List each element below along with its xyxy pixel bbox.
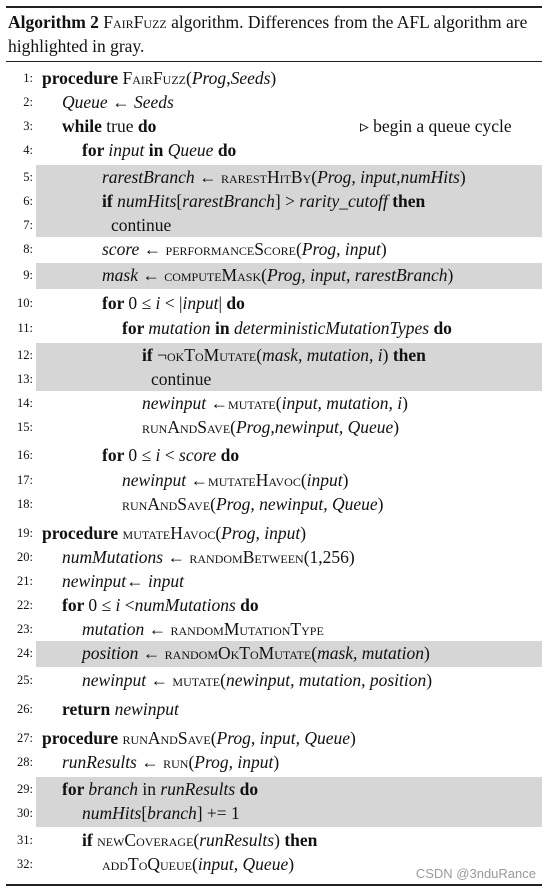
line-code <box>82 617 324 641</box>
line-number: 4: <box>23 143 33 157</box>
algorithm-line <box>0 593 548 617</box>
code-token: continue <box>151 369 212 389</box>
line-number: 14: <box>17 396 33 410</box>
code-token: ] > <box>274 191 300 211</box>
line-number: 27: <box>17 731 33 745</box>
code-token: ← <box>186 470 209 490</box>
code-token: numHits <box>82 803 142 823</box>
code-token: return <box>62 699 115 719</box>
algorithm-line <box>0 114 548 138</box>
code-token: computeMask <box>164 265 262 285</box>
code-token: ¬ <box>157 345 167 365</box>
code-token: ← <box>146 670 173 690</box>
code-token: ( <box>188 752 195 772</box>
code-token: branch <box>147 803 197 823</box>
algorithm-line <box>0 90 548 114</box>
code-token: ( <box>311 167 318 187</box>
code-token: okToMutate <box>166 345 257 365</box>
code-token: while <box>62 116 107 136</box>
code-token: ( <box>230 417 236 437</box>
code-token: Prog, input, rarestBranch <box>266 265 448 285</box>
code-token: do <box>235 779 259 799</box>
line-number: 32: <box>17 857 33 871</box>
code-token: if <box>102 191 118 211</box>
code-token: randomOkToMutate <box>164 643 312 663</box>
line-code <box>102 189 425 213</box>
code-token: in <box>137 779 161 799</box>
code-token: deterministicMutationTypes <box>234 318 430 338</box>
line-number: 16: <box>17 448 33 462</box>
code-token: then <box>387 191 426 211</box>
line-code <box>82 828 317 852</box>
algorithm-line <box>0 801 548 825</box>
line-code <box>62 569 184 593</box>
algorithm-line <box>0 415 548 439</box>
line-number: 19: <box>17 526 33 540</box>
algorithm-line <box>0 263 548 287</box>
code-token: ( <box>210 728 217 748</box>
line-code <box>82 138 236 162</box>
code-token: ( <box>220 670 226 690</box>
algorithm-line <box>0 367 548 391</box>
code-token: Prog, newinput, Queue <box>215 494 378 514</box>
code-token: mutation <box>148 318 211 338</box>
watermark: CSDN @3nduRance <box>415 866 536 881</box>
code-token: do <box>235 595 259 615</box>
code-token: ( <box>210 494 216 514</box>
code-token: do <box>213 140 237 160</box>
code-token: input <box>108 140 145 160</box>
line-number: 18: <box>17 497 33 511</box>
code-token: Seeds <box>133 92 174 112</box>
algorithm-line <box>0 521 548 545</box>
algorithm-line <box>0 777 548 801</box>
code-token: do <box>216 445 240 465</box>
line-number: 11: <box>17 321 33 335</box>
code-token: , <box>226 68 231 88</box>
code-token: rarity_cutoff <box>299 191 388 211</box>
line-number: 26: <box>17 702 33 716</box>
line-code <box>102 263 453 287</box>
algorithm-line <box>0 697 548 721</box>
code-token: ( <box>186 68 192 88</box>
code-token: Prog, input <box>221 523 301 543</box>
code-token: ← <box>107 92 134 112</box>
algorithm-line <box>0 237 548 261</box>
algorithm-line <box>0 316 548 340</box>
code-token: mutateHavoc <box>122 523 216 543</box>
code-token: Prog, input,numHits <box>317 167 460 187</box>
code-token: numMutations <box>134 595 236 615</box>
code-token: rarestBranch <box>182 191 275 211</box>
code-token: addToQueue <box>102 854 192 874</box>
code-token: Prog, input, Queue <box>216 728 351 748</box>
algorithm-line <box>0 668 548 692</box>
code-token: Seeds <box>230 68 271 88</box>
line-code <box>102 443 239 467</box>
code-token: newinput <box>62 571 127 591</box>
code-token: ) <box>288 854 295 874</box>
code-token: ) <box>426 670 433 690</box>
bottom-rule <box>6 884 542 886</box>
caption-algorithm-name: FairFuzz <box>103 12 167 32</box>
code-token: do <box>137 116 157 136</box>
code-token: continue <box>111 215 172 235</box>
code-token: mask, mutation, i <box>262 345 383 365</box>
code-token: if <box>142 345 158 365</box>
line-code <box>42 726 356 750</box>
code-token: ← <box>206 393 229 413</box>
code-token: performanceScore <box>165 239 296 259</box>
code-token: ) <box>342 470 349 490</box>
algorithm-line <box>0 165 548 189</box>
code-token: ( <box>191 854 198 874</box>
code-token: 0 ≤ <box>88 595 116 615</box>
code-token: ) <box>380 239 387 259</box>
line-number: 8: <box>23 242 33 256</box>
line-number: 7: <box>23 218 33 232</box>
line-code <box>82 801 240 825</box>
code-token: Queue <box>62 92 108 112</box>
line-code <box>42 521 306 545</box>
code-token: for <box>62 779 89 799</box>
code-token: ) <box>350 728 356 748</box>
code-token: in <box>144 140 168 160</box>
code-token: newinput <box>122 470 187 490</box>
caption-text: algorithm. Differences from the AFL algorithm are highlighted in gray. <box>8 12 528 56</box>
code-token: for <box>102 445 129 465</box>
algorithm-line <box>0 443 548 467</box>
code-token: then <box>392 345 426 365</box>
code-token: 0 ≤ <box>128 445 156 465</box>
code-token: position <box>82 643 139 663</box>
code-token: ( <box>256 345 263 365</box>
code-token: newinput <box>82 670 147 690</box>
code-token: procedure <box>42 68 123 88</box>
algorithm-line <box>0 828 548 852</box>
code-token: Queue <box>167 140 214 160</box>
code-token: i <box>155 293 161 313</box>
code-token: ) <box>393 417 400 437</box>
code-token: branch <box>88 779 138 799</box>
code-token: if <box>82 830 98 850</box>
code-token: runAndSave <box>142 417 231 437</box>
code-token: FairFuzz <box>122 68 186 88</box>
code-token: ← <box>138 643 165 663</box>
line-code <box>82 668 432 692</box>
code-token: ) <box>447 265 454 285</box>
code-token: run <box>163 752 189 772</box>
code-token: do <box>226 293 245 313</box>
code-token: true <box>106 116 138 136</box>
code-token: ( <box>261 265 267 285</box>
line-number: 15: <box>17 420 33 434</box>
code-token: ) <box>459 167 466 187</box>
code-token: mutation <box>82 619 145 639</box>
code-token: runResults <box>62 752 137 772</box>
algorithm-line <box>0 66 548 90</box>
code-token: numHits <box>117 191 177 211</box>
algorithm-line <box>0 138 548 162</box>
line-number: 31: <box>17 833 33 847</box>
code-token: ) <box>424 643 430 663</box>
code-token: ) <box>300 523 307 543</box>
line-code <box>102 291 245 315</box>
code-token: ( <box>193 830 200 850</box>
line-code <box>102 165 466 189</box>
line-number: 23: <box>17 622 33 636</box>
line-number: 3: <box>23 119 33 133</box>
code-token: procedure <box>42 523 123 543</box>
code-token: < | <box>160 293 183 313</box>
line-code <box>122 468 348 492</box>
code-token: ) <box>274 830 285 850</box>
code-token: input <box>306 470 343 490</box>
code-token: Prog, input <box>301 239 381 259</box>
code-token: ← <box>144 619 171 639</box>
caption-rule <box>6 61 542 62</box>
line-number: 10: <box>17 296 33 310</box>
line-code <box>62 697 179 721</box>
code-token: runResults <box>160 779 236 799</box>
line-code <box>102 237 387 261</box>
code-token: [ <box>176 191 183 211</box>
algorithm-line <box>0 641 548 665</box>
line-code <box>142 415 399 439</box>
line-number: 12: <box>17 348 33 362</box>
code-token: ) <box>402 393 408 413</box>
line-number: 13: <box>17 372 33 386</box>
code-token: mutateHavoc <box>208 470 301 490</box>
code-token: 0 ≤ <box>128 293 156 313</box>
code-token: runAndSave <box>122 494 211 514</box>
code-token: Prog, input <box>194 752 274 772</box>
code-token: input, Queue <box>197 854 289 874</box>
algorithm-line <box>0 750 548 774</box>
code-token: rarestBranch <box>102 167 195 187</box>
line-number: 6: <box>23 194 33 208</box>
line-code <box>42 66 276 90</box>
line-code <box>151 367 211 391</box>
line-code <box>122 316 452 340</box>
line-code <box>62 90 174 114</box>
algorithm-line <box>0 545 548 569</box>
code-token: ( <box>311 643 318 663</box>
code-token: ← <box>163 547 190 567</box>
algorithm-line <box>0 569 548 593</box>
code-token: Prog <box>191 68 227 88</box>
code-token: ) <box>270 68 277 88</box>
algorithm-line <box>0 213 548 237</box>
line-code <box>62 777 258 801</box>
line-number: 9: <box>23 268 33 282</box>
code-token: rarestHitBy <box>220 167 312 187</box>
code-token: newinput <box>142 393 207 413</box>
code-token: for <box>102 293 129 313</box>
code-token: [ <box>141 803 148 823</box>
code-token: mutate <box>228 393 276 413</box>
line-number: 30: <box>17 806 33 820</box>
code-token: input <box>182 293 219 313</box>
code-token: ] += 1 <box>196 803 240 823</box>
algorithm-line <box>0 468 548 492</box>
code-token: procedure <box>42 728 123 748</box>
line-code <box>122 492 384 516</box>
code-token: input <box>148 571 185 591</box>
algorithm-caption <box>8 10 540 58</box>
code-token: for <box>62 595 89 615</box>
algorithm-line <box>0 617 548 641</box>
top-rule <box>6 6 542 8</box>
code-token: i <box>115 595 121 615</box>
code-token: ( <box>295 239 302 259</box>
code-token: < <box>120 595 135 615</box>
code-token: (1,256) <box>303 547 355 567</box>
code-token: i <box>155 445 161 465</box>
algorithm-line <box>0 291 548 315</box>
code-token: ← <box>136 752 164 772</box>
algorithm-line <box>0 726 548 750</box>
line-number: 17: <box>17 473 33 487</box>
code-token: numMutations <box>62 547 164 567</box>
code-token: score <box>102 239 140 259</box>
line-number: 22: <box>17 598 33 612</box>
code-token: | <box>218 293 227 313</box>
line-number: 24: <box>17 646 33 660</box>
code-token: for <box>122 318 149 338</box>
code-token: ← <box>139 239 166 259</box>
code-token: for <box>82 140 109 160</box>
code-token: newinput, mutation, position <box>225 670 427 690</box>
code-token: ← <box>137 265 165 285</box>
line-code <box>82 641 430 665</box>
code-token: ( <box>275 393 282 413</box>
line-code <box>102 852 294 876</box>
line-code <box>62 593 259 617</box>
code-token: ← <box>194 167 221 187</box>
code-token: mask, mutation <box>317 643 425 663</box>
line-code <box>142 343 426 367</box>
line-comment: ▹ begin a queue cycle <box>360 116 512 136</box>
line-code <box>62 750 279 774</box>
code-token: randomBetween <box>189 547 304 567</box>
code-token: < <box>160 445 180 465</box>
line-number: 25: <box>17 673 33 687</box>
line-code <box>111 213 171 237</box>
code-token: runAndSave <box>122 728 211 748</box>
code-token: score <box>179 445 217 465</box>
line-number: 28: <box>17 755 33 769</box>
code-token: mask <box>102 265 138 285</box>
line-code <box>62 114 156 138</box>
algorithm-line <box>0 343 548 367</box>
code-token: mutate <box>172 670 221 690</box>
code-token: in <box>210 318 234 338</box>
code-token: do <box>429 318 452 338</box>
code-token: randomMutationType <box>170 619 324 639</box>
code-token: runResults <box>199 830 275 850</box>
algorithm-line <box>0 189 548 213</box>
line-number: 20: <box>17 550 33 564</box>
algorithm-line <box>0 391 548 415</box>
code-token: ) <box>382 345 393 365</box>
code-token: ) <box>273 752 280 772</box>
code-token: ( <box>300 470 307 490</box>
code-token: ) <box>377 494 384 514</box>
code-token: Prog,newinput, Queue <box>235 417 394 437</box>
algorithm-line <box>0 492 548 516</box>
caption-label: Algorithm 2 <box>8 12 99 32</box>
code-token: then <box>284 830 318 850</box>
line-number: 21: <box>17 574 33 588</box>
code-token: ← <box>126 571 149 591</box>
line-number: 2: <box>23 95 33 109</box>
line-code <box>62 545 355 569</box>
code-token: newinput <box>114 699 179 719</box>
line-number: 29: <box>17 782 33 796</box>
code-token: newCoverage <box>97 830 194 850</box>
code-token: input, mutation, i <box>281 393 403 413</box>
line-number: 1: <box>23 71 33 85</box>
line-number: 5: <box>23 170 33 184</box>
code-token: ( <box>215 523 222 543</box>
line-code <box>142 391 408 415</box>
